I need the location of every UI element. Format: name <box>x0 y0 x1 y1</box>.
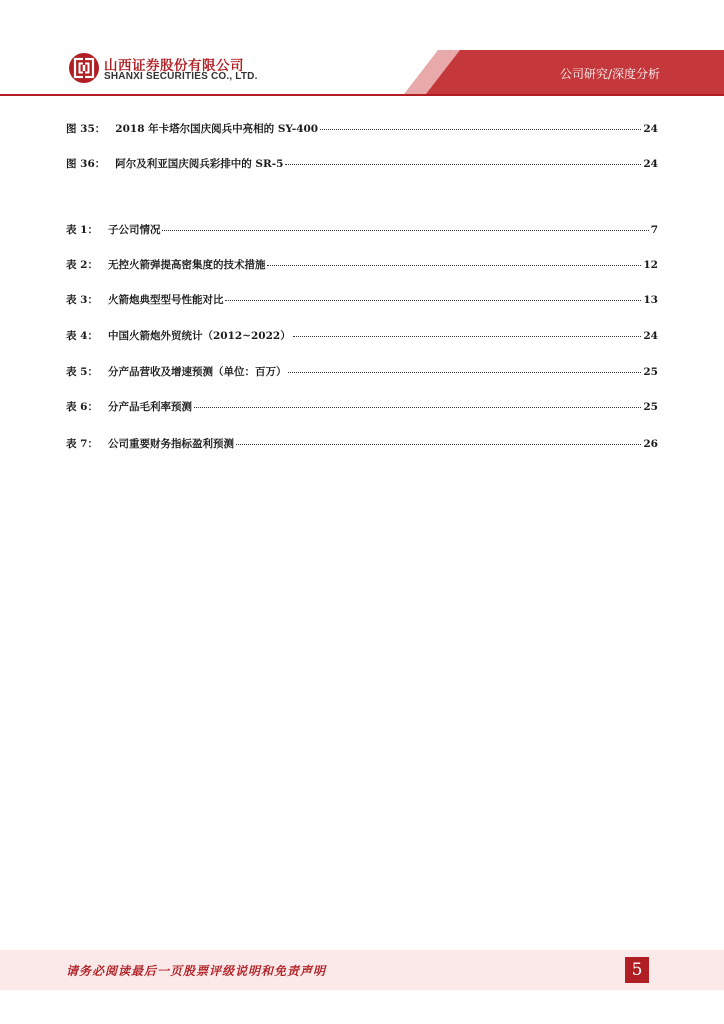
section-label: 公司研究/深度分析 <box>560 67 661 81</box>
toc-label: 表 7： <box>66 438 98 450</box>
toc-title: 公司重要财务指标盈利预测 <box>107 438 234 450</box>
toc-title: 无控火箭弹提高密集度的技术措施 <box>107 259 266 271</box>
toc-title: 分产品营收及增速预测（单位：百万） <box>107 366 287 378</box>
toc-title: 火箭炮典型型号性能对比 <box>107 294 224 306</box>
toc-leader <box>225 300 641 301</box>
toc-entry-table-1[interactable] <box>66 222 658 238</box>
header-divider <box>0 94 724 96</box>
toc-label: 表 3： <box>66 294 98 306</box>
disclaimer-text: 请务必阅读最后一页股票评级说明和免责声明 <box>66 964 327 978</box>
toc-page-number: 25 <box>643 401 658 413</box>
toc-title: 2018 年卡塔尔国庆阅兵中亮相的 SY-400 <box>115 123 319 135</box>
toc-page-number: 24 <box>643 158 658 170</box>
toc-title: 阿尔及利亚国庆阅兵彩排中的 SR-5 <box>115 158 284 170</box>
toc-page-number: 26 <box>643 438 658 450</box>
company-name-en: SHANXI SECURITIES CO., LTD. <box>104 71 258 82</box>
toc-title: 中国火箭炮外贸统计（2012~2022） <box>107 330 291 342</box>
toc-title: 子公司情况 <box>107 224 161 236</box>
toc-leader <box>236 444 641 445</box>
toc-leader <box>162 230 648 231</box>
toc-entry-figure-36[interactable] <box>66 156 658 172</box>
toc-entry-table-3[interactable] <box>66 292 658 308</box>
toc-page-number: 12 <box>643 259 658 271</box>
toc-label: 图 36： <box>66 158 106 170</box>
toc-entry-table-4[interactable] <box>66 328 658 344</box>
toc-label: 表 2： <box>66 259 98 271</box>
page-number: 5 <box>625 957 649 983</box>
toc-label: 表 6： <box>66 401 98 413</box>
toc-entry-table-6[interactable] <box>66 399 658 415</box>
shanxi-securities-logo-icon <box>68 52 100 84</box>
toc-leader <box>267 265 641 266</box>
toc-leader <box>194 407 641 408</box>
toc-entry-table-2[interactable] <box>66 257 658 273</box>
toc-leader <box>285 164 641 165</box>
toc-page-number: 24 <box>643 330 658 342</box>
toc-label: 图 35： <box>66 123 106 135</box>
toc-entry-table-5[interactable] <box>66 364 658 380</box>
toc-leader <box>320 129 641 130</box>
toc-leader <box>293 336 642 337</box>
page-header <box>0 0 724 100</box>
toc-leader <box>288 372 641 373</box>
toc-page-number: 24 <box>643 123 658 135</box>
toc-label: 表 4： <box>66 330 98 342</box>
toc-page-number: 7 <box>650 224 658 236</box>
toc-page-number: 13 <box>643 294 658 306</box>
toc-entry-table-7[interactable] <box>66 436 658 452</box>
toc-label: 表 5： <box>66 366 98 378</box>
toc-page-number: 25 <box>643 366 658 378</box>
company-name-cn: 山西证券股份有限公司 <box>104 58 244 74</box>
toc-label: 表 1： <box>66 224 98 236</box>
toc-entry-figure-35[interactable] <box>66 121 658 137</box>
toc-title: 分产品毛利率预测 <box>107 401 192 413</box>
